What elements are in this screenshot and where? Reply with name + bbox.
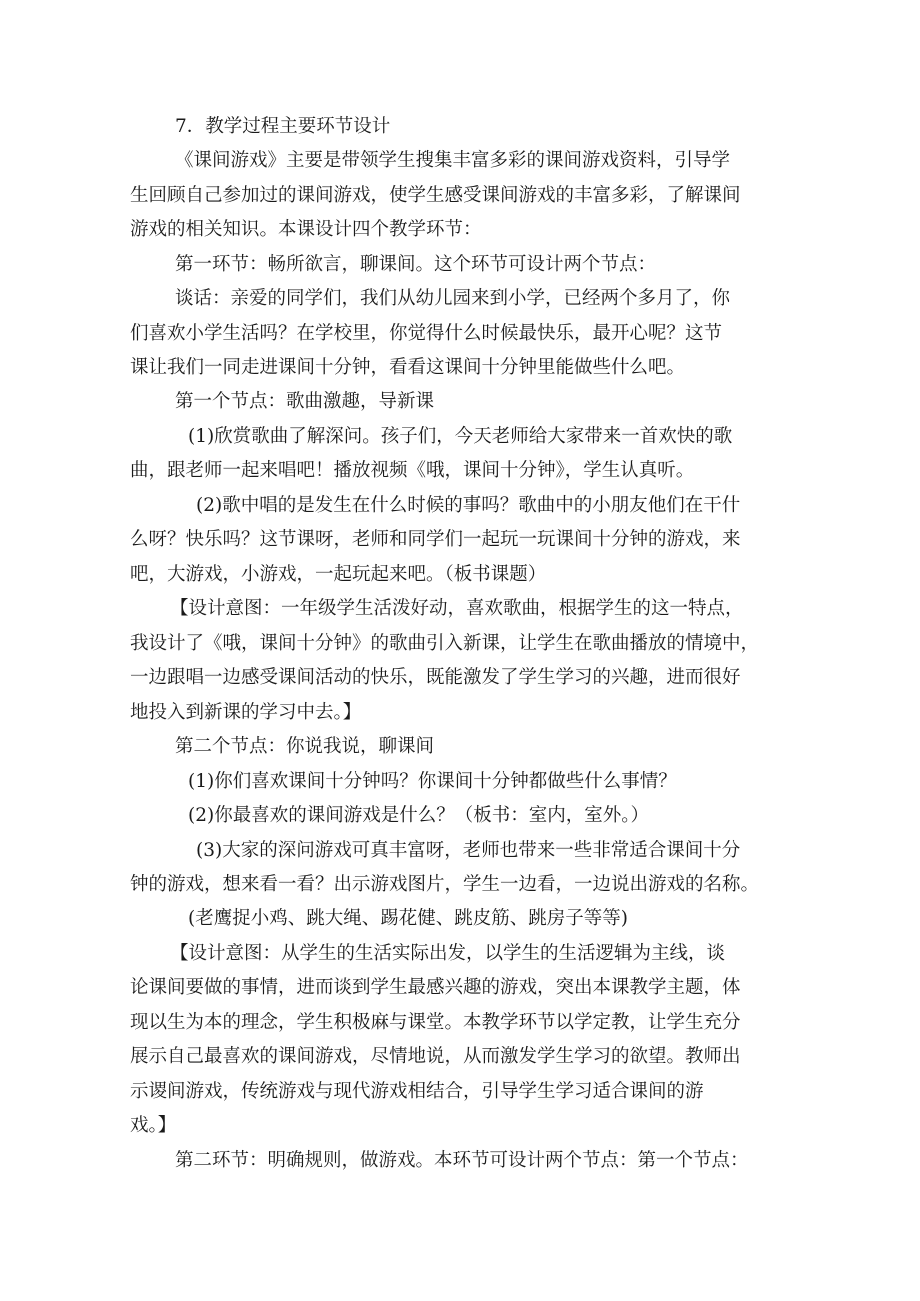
paragraph-line: 吧，大游戏，小游戏，一起玩起来吧。（板书课题） xyxy=(130,564,547,585)
paragraph-line: 戏。】 xyxy=(130,1115,177,1136)
paragraph-line: 我设计了《哦，课间十分钟》的歌曲引入新课，让学生在歌曲播放的情境中， xyxy=(130,633,760,654)
paragraph-line: 展示自己最喜欢的课间游戏，尽情地说，从而激发学生学习的欲望。教师出 xyxy=(130,1046,741,1067)
paragraph-line: 课让我们一同走进课间十分钟，看看这课间十分钟里能做些什么吧。 xyxy=(130,357,686,378)
paragraph-line: (1)欣赏歌曲了解深问。孩子们，今天老师给大家带来一首欢快的歌 xyxy=(188,426,733,447)
paragraph-line: 一边跟唱一边感受课间活动的快乐，既能激发了学生学习的兴趣，进而很好 xyxy=(130,667,741,688)
paragraph-line: 示谡间游戏，传统游戏与现代游戏相结合，引导学生学习适合课间的游 xyxy=(130,1081,704,1102)
paragraph-line: 现以生为本的理念，学生积极麻与课堂。本教学环节以学定教，让学生充分 xyxy=(130,1012,741,1033)
paragraph-line: 《课间游戏》主要是带领学生搜集丰富多彩的课间游戏资料，引导学 xyxy=(175,150,731,171)
paragraph-line: (3)大家的深问游戏可真丰富呀，老师也带来一些非常适合课间十分 xyxy=(196,840,741,861)
paragraph-line: (1)你们喜欢课间十分钟吗？你课间十分钟都做些什么事情？ xyxy=(188,771,677,792)
paragraph-line: 么呀？快乐吗？这节课呀，老师和同学们一起玩一玩课间十分钟的游戏，来 xyxy=(130,529,741,550)
paragraph-line: 第一个节点：歌曲激趣，导新课 xyxy=(175,391,435,412)
paragraph-line: 【设计意图：一年级学生活泼好动，喜欢歌曲，根据学生的这一特点， xyxy=(170,598,744,619)
paragraph-line: 论课间要做的事情，进而谈到学生最感兴趣的游戏，突出本课教学主题，体 xyxy=(130,977,741,998)
section-heading: 7．教学过程主要环节设计 xyxy=(175,116,391,137)
paragraph-line: 第二个节点：你说我说，聊课间 xyxy=(175,736,435,757)
paragraph-line: 第二环节：明确规则，做游戏。本环节可设计两个节点：第一个节点： xyxy=(175,1150,749,1171)
paragraph-line: (2)歌中唱的是发生在什么时候的事吗？歌曲中的小朋友他们在干什 xyxy=(196,495,741,516)
paragraph-line: 谈话：亲爱的同学们，我们从幼儿园来到小学，已经两个多月了，你 xyxy=(175,288,731,309)
paragraph-line: 生回顾自己参加过的课间游戏，使学生感受课间游戏的丰富多彩，了解课间 xyxy=(130,185,741,206)
paragraph-line: 游戏的相关知识。本课设计四个教学环节： xyxy=(130,219,482,240)
paragraph-line: 钟的游戏，想来看一看？出示游戏图片，学生一边看，一边说出游戏的名称。 xyxy=(130,874,760,895)
paragraph-line: (老鹰捉小鸡、跳大绳、踢花健、跳皮筋、跳房子等等) xyxy=(188,908,628,929)
paragraph-line: (2)你最喜欢的课间游戏是什么？（板书：室内，室外。） xyxy=(188,805,649,826)
paragraph-line: 地投入到新课的学习中去。】 xyxy=(130,702,362,723)
paragraph-line: 曲，跟老师一起来唱吧！播放视频《哦，课间十分钟》，学生认真听。 xyxy=(130,460,695,481)
paragraph-line: 【设计意图：从学生的生活实际出发，以学生的生活逻辑为主线，谈 xyxy=(170,943,726,964)
paragraph-line: 们喜欢小学生活吗？在学校里，你觉得什么时候最快乐，最开心呢？这节 xyxy=(130,323,723,344)
paragraph-line: 第一环节：畅所欲言，聊课间。这个环节可设计两个节点： xyxy=(175,254,657,275)
